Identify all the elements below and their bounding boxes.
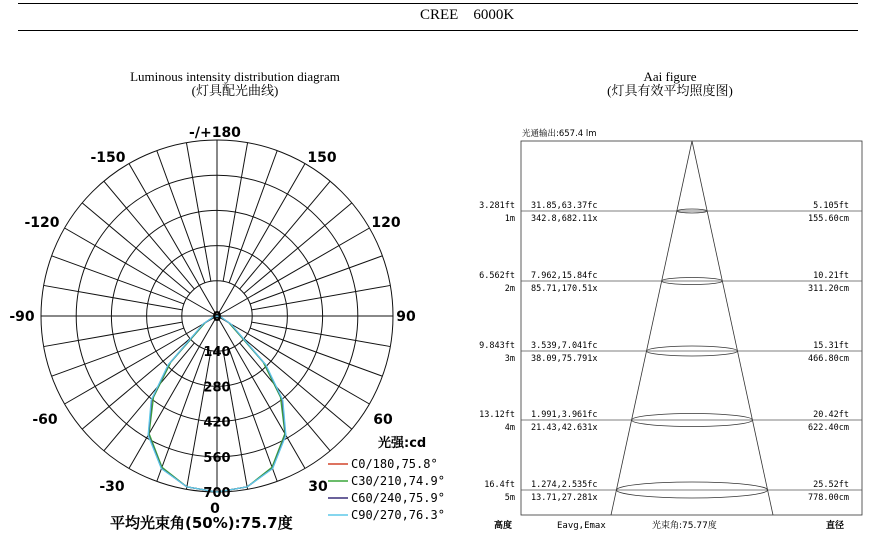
- polar-angle-label: 120: [371, 215, 401, 231]
- aai-height-ft: 6.562ft: [479, 271, 515, 281]
- legend-title: 光强:cd: [378, 436, 427, 451]
- cone-left: [611, 141, 692, 515]
- aai-eavg-fc: 31.85,63.37fc: [531, 201, 598, 211]
- aai-frame: [521, 141, 862, 515]
- polar-radial-label: 140: [203, 345, 231, 361]
- aai-height-m: 4m: [504, 423, 515, 433]
- polar-subtitle: (灯具配光曲线): [191, 83, 279, 98]
- aai-diameter-ft: 15.31ft: [813, 341, 849, 351]
- aai-height-ft: 13.12ft: [479, 410, 515, 420]
- aai-subtitle: (灯具有效平均照度图): [607, 83, 733, 98]
- aai-height-m: 1m: [504, 214, 515, 224]
- legend-entry: C0/180,75.8°: [351, 457, 438, 471]
- aai-eavg-lx: 342.8,682.11x: [531, 214, 598, 224]
- polar-angle-label: 30: [308, 479, 328, 495]
- polar-radial-label: 280: [203, 380, 231, 396]
- legend-entry: C60/240,75.9°: [351, 491, 445, 505]
- polar-angle-label: 0: [210, 501, 220, 517]
- polar-angle-label: -90: [9, 309, 35, 325]
- aai-eavg-fc: 3.539,7.041fc: [531, 341, 598, 351]
- aai-box: [521, 141, 862, 515]
- aai-height-ft: 9.843ft: [479, 341, 515, 351]
- aai-eavg-fc: 7.962,15.84fc: [531, 271, 598, 281]
- footer-beam-label: 光束角:75.77度: [652, 521, 717, 531]
- aai-eavg-lx: 85.71,170.51x: [531, 284, 598, 294]
- aai-diameter-cm: 466.80cm: [808, 354, 849, 364]
- aai-eavg-fc: 1.274,2.535fc: [531, 480, 598, 490]
- footer-eavg-label: Eavg,Emax: [557, 521, 606, 531]
- aai-eavg-lx: 38.09,75.791x: [531, 354, 598, 364]
- aai-diameter-ft: 5.105ft: [813, 201, 849, 211]
- aai-diameter-cm: 311.20cm: [808, 284, 849, 294]
- flux-label: 光通输出:657.4 lm: [522, 129, 597, 139]
- polar-radial-label: 420: [203, 415, 231, 431]
- polar-angle-label: 90: [396, 309, 416, 325]
- aai-title: Aai figure: [643, 69, 697, 84]
- legend-entry: C30/210,74.9°: [351, 474, 445, 488]
- polar-title: Luminous intensity distribution diagram: [130, 69, 340, 84]
- aai-eavg-fc: 1.991,3.961fc: [531, 410, 598, 420]
- legend-entry: C90/270,76.3°: [351, 508, 445, 522]
- polar-angle-label: -/+180: [189, 125, 241, 141]
- aai-height-m: 5m: [504, 493, 515, 503]
- polar-radial-label: 700: [203, 486, 231, 501]
- aai-diameter-ft: 20.42ft: [813, 410, 849, 420]
- aai-diameter-ft: 25.52ft: [813, 480, 849, 490]
- polar-angle-label: 60: [373, 412, 393, 428]
- header-title: CREE 6000K: [420, 7, 515, 23]
- polar-angle-label: 150: [307, 150, 337, 166]
- polar-radial-label: 0: [212, 310, 222, 325]
- cone-right: [692, 141, 773, 515]
- polar-angle-label: -150: [90, 150, 126, 166]
- polar-angle-label: -60: [32, 412, 58, 428]
- footer-diameter-label: 直径: [826, 521, 845, 531]
- aai-diameter-cm: 622.40cm: [808, 423, 849, 433]
- footer-height-label: 高度: [494, 521, 513, 531]
- polar-angle-label: -30: [99, 479, 125, 495]
- aai-eavg-lx: 13.71,27.281x: [531, 493, 598, 503]
- beam-average-label: 平均光束角(50%):75.7度: [110, 514, 293, 532]
- aai-height-m: 2m: [504, 284, 515, 294]
- polar-angle-label: -120: [24, 215, 60, 231]
- aai-height-m: 3m: [504, 354, 515, 364]
- aai-rows: [479, 201, 862, 503]
- aai-eavg-lx: 21.43,42.631x: [531, 423, 598, 433]
- aai-diameter-cm: 778.00cm: [808, 493, 849, 503]
- aai-diameter-cm: 155.60cm: [808, 214, 849, 224]
- polar-radial-label: 560: [203, 450, 231, 466]
- aai-height-ft: 3.281ft: [479, 201, 515, 211]
- aai-diameter-ft: 10.21ft: [813, 271, 849, 281]
- aai-height-ft: 16.4ft: [484, 480, 515, 490]
